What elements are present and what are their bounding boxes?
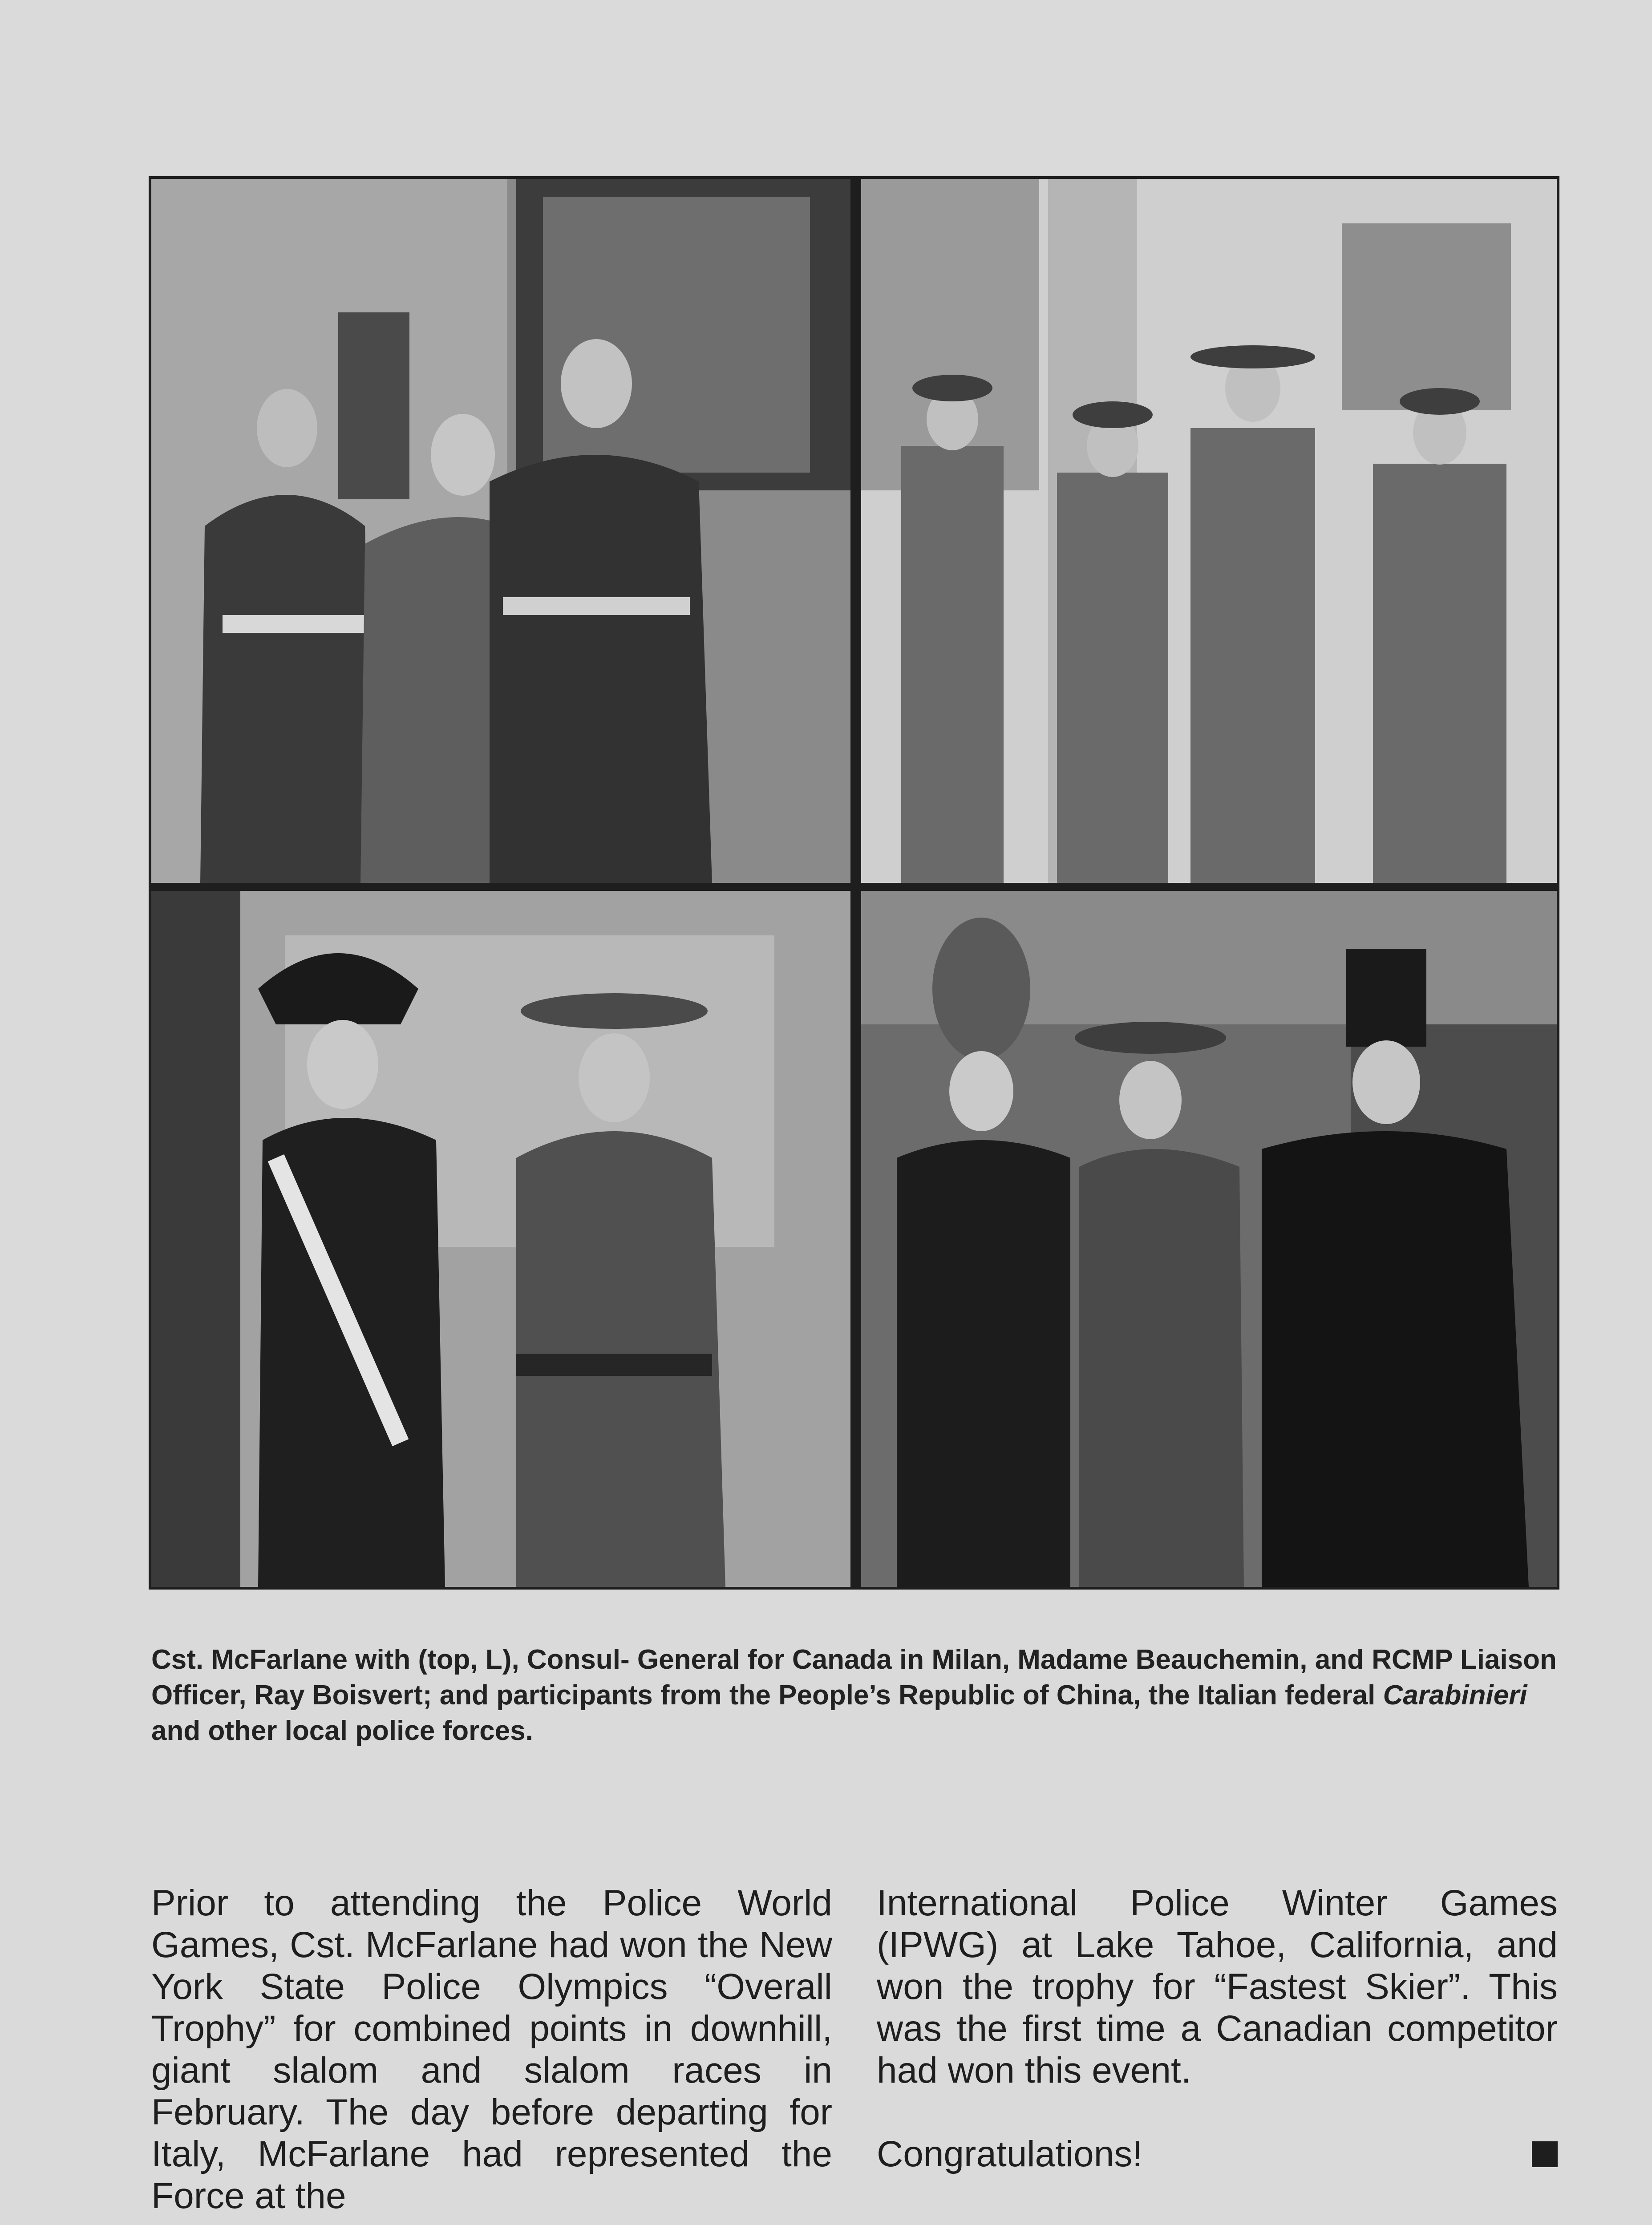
body-paragraph-right: International Police Winter Games (IPWG) at Lake Tahoe, California, and won the trophy for “Fastest Skier”. This was the first time a Canadian competitor had won this event. xyxy=(877,1883,1558,2091)
closing-text: Congratulations! xyxy=(877,2134,1143,2174)
caption-text: Cst. McFarlane with (top, L), Consul- General for Canada in Milan, Madame Beauchemin, and RCMP Liaison Officer, Ray Boisvert; and participants from the People’s Republic of China, the Italian federal xyxy=(151,1644,1557,1711)
body-column-left xyxy=(151,1882,832,2217)
photo-consul-group xyxy=(151,179,850,883)
end-mark-icon xyxy=(1532,2141,1558,2167)
body-column-right xyxy=(877,1882,1558,2175)
body-paragraph-left: Prior to attending the Police World Games, Cst. McFarlane had won the New York State Police Olympics “Overall Trophy” for combined points in downhill, giant slalom and slalom races in February. The day before departing for Italy, McFarlane had represented the Force at the xyxy=(151,1883,832,2216)
photo-caption xyxy=(151,1642,1558,1749)
photo-grid xyxy=(149,176,1559,1590)
caption-text-end: and other local police forces. xyxy=(151,1715,533,1746)
closing-line xyxy=(877,2133,1558,2175)
photo-china-participants xyxy=(861,179,1557,883)
photo-local-police xyxy=(861,891,1557,1587)
photo-carabinieri-handshake xyxy=(151,891,850,1587)
caption-italic: Carabinieri xyxy=(1383,1680,1527,1711)
